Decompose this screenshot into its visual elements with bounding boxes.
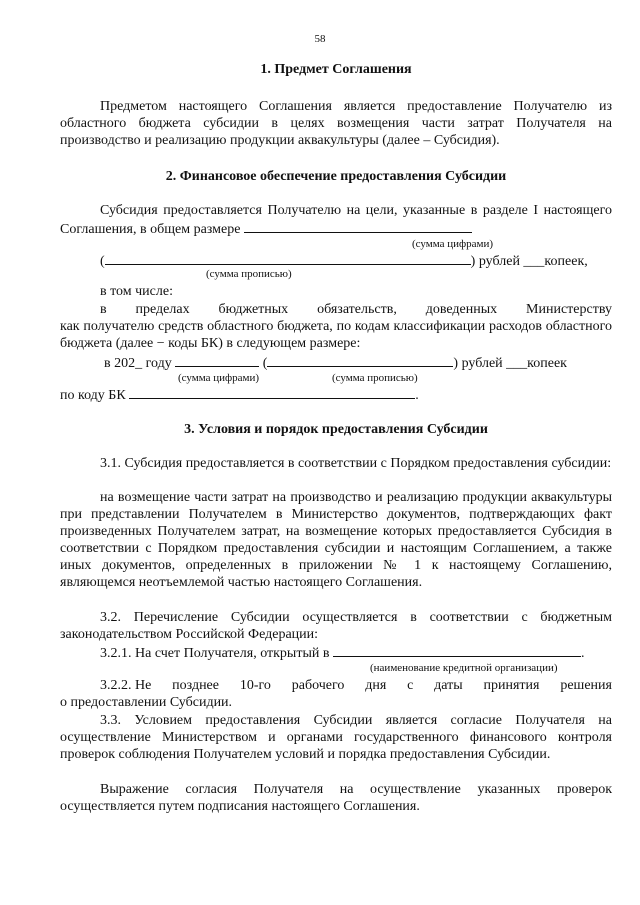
clause-word: с bbox=[407, 678, 414, 693]
clause-3-1: 3.1. Субсидия предоставляется в соответствии с Порядком предоставления субсидии: bbox=[100, 456, 612, 471]
clause-3-3: 3.3. Условием предоставления Субсидии является согласие Получателя на осуществление Министерством и органами государственного финансового контроля проверок соблюдения Получателем условий и порядка предоставления Субсидии. bbox=[60, 713, 612, 762]
year-prefix: в 202_ году bbox=[104, 356, 172, 371]
bank-name-blank bbox=[333, 643, 581, 657]
clause-word: даты bbox=[434, 678, 463, 693]
section-2-heading: 2. Финансовое обеспечение предоставления Субсидии bbox=[165, 169, 507, 184]
total-sum-digits-blank bbox=[244, 219, 472, 233]
rubles-kopecks-text: ) рублей ___копеек, bbox=[470, 254, 588, 269]
clause-3-2-1-line: 3.2.1. На счет Получателя, открытый в . bbox=[100, 643, 584, 662]
year-words-blank bbox=[267, 353, 453, 367]
year-digits-caption: (сумма цифрами) bbox=[178, 372, 260, 384]
limits-word: Министерству bbox=[526, 302, 612, 317]
limits-word: доведенных bbox=[425, 302, 498, 317]
limits-line bbox=[100, 301, 612, 318]
page-number: 58 bbox=[314, 33, 326, 45]
year-rubles-text: ) рублей ___копеек bbox=[453, 356, 567, 371]
bank-name-caption: (наименование кредитной организации) bbox=[370, 662, 558, 674]
clause-word: рабочего bbox=[291, 678, 345, 693]
section-1-text: Предметом настоящего Соглашения является предоставление Получателю из областного бюджета субсидии в целях возмещения части затрат Получателя на производство и реализацию продукции аквакультуры (далее – Субсидия). bbox=[60, 99, 612, 148]
limits-word: пределах bbox=[135, 302, 190, 317]
consent-paragraph: Выражение согласия Получателя на осуществление указанных проверок осуществляется путем подписания настоящего Соглашения. bbox=[60, 782, 612, 814]
year-amount-line: в 202_ году ( ) рублей ___копеек bbox=[104, 353, 567, 372]
paren-open: ( bbox=[100, 254, 105, 269]
limits-word: в bbox=[100, 302, 107, 317]
clause-3-2-1: 3.2.1. На счет Получателя, открытый в bbox=[100, 646, 330, 661]
year-digits-blank bbox=[175, 353, 259, 367]
clause-word: решения bbox=[560, 678, 612, 693]
section-2-line1 bbox=[60, 202, 612, 238]
sum-words-caption: (сумма прописью) bbox=[206, 268, 292, 280]
clause-word: 3.2.2. Не bbox=[100, 678, 152, 693]
budget-code-line: по коду БК . bbox=[60, 385, 419, 404]
limits-continuation: как получателю средств областного бюджета, по кодам классификации расходов областного бюджета (далее − коды БК) в следующем размере: bbox=[60, 319, 612, 351]
budget-code-label: по коду БК bbox=[60, 388, 126, 403]
sum-digits-caption: (сумма цифрами) bbox=[412, 238, 494, 250]
clause-word: принятия bbox=[483, 678, 540, 693]
year-words-caption: (сумма прописью) bbox=[332, 372, 418, 384]
budget-code-blank bbox=[129, 385, 415, 399]
including-text: в том числе: bbox=[100, 284, 173, 299]
total-sum-words-blank bbox=[105, 251, 471, 265]
clause-word: позднее bbox=[172, 678, 219, 693]
sum-words-line bbox=[100, 251, 588, 270]
section-3-heading: 3. Условия и порядок предоставления Субсидии bbox=[184, 422, 488, 437]
clause-3-2-2-cont: о предоставлении Субсидии. bbox=[60, 695, 233, 710]
limits-word: обязательств, bbox=[317, 302, 397, 317]
limits-word: бюджетных bbox=[218, 302, 289, 317]
clause-word: дня bbox=[365, 678, 387, 693]
clause-3-1-details: на возмещение части затрат на производство и реализацию продукции аквакультуры при представлении Получателем в Министерство документов, подтверждающих факт произведенных Получателем затрат, на возмещение которых предоставляется Субсидия в соответствии с Порядком предоставления субсидии и настоящим Соглашением, а также иных документов, определенных в приложении № 1 к настоящему Соглашению, являющемся неотъемлемой частью настоящего Соглашения. bbox=[60, 490, 612, 590]
clause-word: 10-го bbox=[239, 678, 271, 693]
subsidy-amount-text: Субсидия предоставляется Получателю на цели, указанные в разделе I настоящего Соглашения, в общем размере bbox=[60, 203, 612, 237]
clause-3-2-2-line bbox=[100, 677, 612, 694]
section-1-heading: 1. Предмет Соглашения bbox=[260, 62, 412, 77]
clause-3-2: 3.2. Перечисление Субсидии осуществляется в соответствии с бюджетным законодательством Российской Федерации: bbox=[60, 610, 612, 642]
